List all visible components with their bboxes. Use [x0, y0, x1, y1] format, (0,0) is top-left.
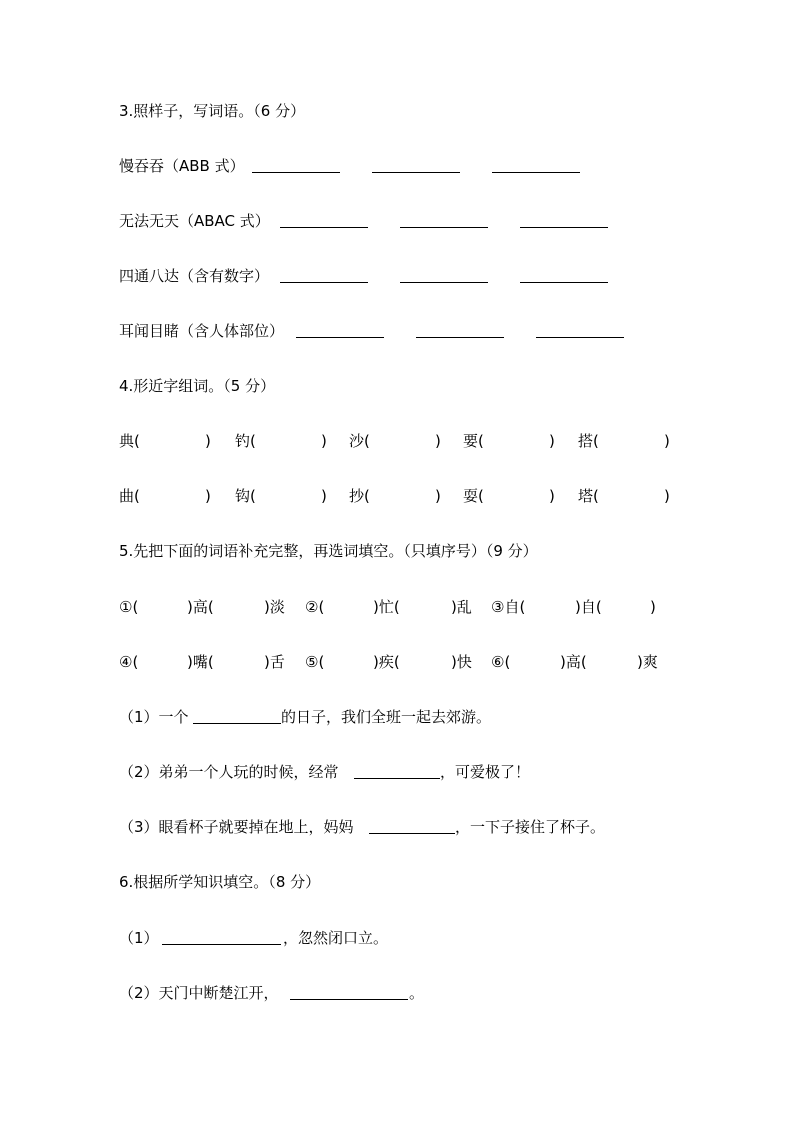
q4-row-2 [119, 485, 679, 507]
char-group-close: ) [205, 487, 211, 505]
sentence-suffix: ，可爱极了！ [440, 763, 531, 781]
q3-row-1 [119, 155, 639, 177]
idiom-part: )乱 [451, 598, 472, 616]
idiom-part: ) [650, 598, 656, 616]
sentence-prefix: （2）弟弟一个人玩的时候，经常 [119, 763, 339, 781]
char-group[interactable]: 典( [119, 432, 140, 450]
sentence-prefix: （3）眼看杯子就要掉在地上，妈妈 [119, 818, 354, 836]
q3-row-label: 慢吞吞（ABB 式） [119, 157, 245, 175]
answer-blank[interactable] [290, 999, 408, 1000]
q3-heading: 3.照样子，写词语。（6 分） [119, 102, 306, 120]
answer-blank[interactable] [252, 172, 340, 173]
q5-idiom-row-1 [119, 596, 679, 618]
answer-blank[interactable] [400, 282, 488, 283]
answer-blank[interactable] [280, 282, 368, 283]
q3-row-3 [119, 265, 639, 287]
answer-blank[interactable] [492, 172, 580, 173]
q3-row-2 [119, 210, 639, 232]
idiom-part[interactable]: ①( [119, 598, 139, 616]
idiom-part[interactable]: )高( [560, 653, 587, 671]
answer-blank[interactable] [280, 227, 368, 228]
q4-heading: 4.形近字组词。（5 分） [119, 377, 276, 395]
char-group[interactable]: 钓( [235, 432, 256, 450]
answer-blank[interactable] [162, 944, 281, 945]
idiom-part[interactable]: )高( [187, 598, 214, 616]
idiom-part[interactable]: ⑤( [305, 653, 325, 671]
idiom-part: )淡 [264, 598, 285, 616]
char-group[interactable]: 抄( [349, 487, 370, 505]
char-group-close: ) [205, 432, 211, 450]
answer-blank[interactable] [520, 282, 608, 283]
char-group-close: ) [549, 487, 555, 505]
char-group-close: ) [435, 432, 441, 450]
q3-row-label: 无法无天（ABAC 式） [119, 212, 270, 230]
answer-blank[interactable] [193, 723, 281, 724]
sentence-prefix: （1） [119, 929, 159, 947]
answer-blank[interactable] [520, 227, 608, 228]
q5-idiom-row-2 [119, 651, 679, 673]
idiom-part[interactable]: )疾( [373, 653, 400, 671]
q3-row-4 [119, 320, 639, 342]
answer-blank[interactable] [416, 337, 504, 338]
answer-blank[interactable] [536, 337, 624, 338]
char-group[interactable]: 耍( [463, 487, 484, 505]
answer-blank[interactable] [296, 337, 384, 338]
q6-sentence-1 [119, 927, 679, 949]
char-group[interactable]: 钩( [235, 487, 256, 505]
sentence-suffix: 。 [409, 984, 425, 1002]
idiom-part[interactable]: ③自( [491, 598, 526, 616]
idiom-part[interactable]: ④( [119, 653, 139, 671]
char-group[interactable]: 搭( [578, 432, 599, 450]
q6-heading: 6.根据所学知识填空。（8 分） [119, 873, 321, 891]
q5-heading: 5.先把下面的词语补充完整，再选词填空。（只填序号）（9 分） [119, 542, 538, 560]
idiom-part: )舌 [264, 653, 285, 671]
q3-row-label: 四通八达（含有数字） [119, 267, 270, 285]
sentence-suffix: ，一下子接住了杯子。 [455, 818, 606, 836]
sentence-suffix: ，忽然闭口立。 [283, 929, 389, 947]
answer-blank[interactable] [400, 227, 488, 228]
sentence-prefix: （2）天门中断楚江开， [119, 984, 279, 1002]
char-group[interactable]: 曲( [119, 487, 140, 505]
idiom-part: )爽 [637, 653, 658, 671]
char-group-close: ) [664, 432, 670, 450]
idiom-part[interactable]: )自( [575, 598, 602, 616]
char-group-close: ) [664, 487, 670, 505]
q5-sentence-3 [119, 816, 679, 838]
idiom-part[interactable]: ②( [305, 598, 325, 616]
answer-blank[interactable] [354, 778, 440, 779]
char-group-close: ) [321, 487, 327, 505]
sentence-prefix: （1）一个 [119, 708, 189, 726]
q4-row-1 [119, 430, 679, 452]
char-group[interactable]: 塔( [578, 487, 599, 505]
idiom-part[interactable]: )忙( [373, 598, 400, 616]
idiom-part[interactable]: ⑥( [491, 653, 511, 671]
q3-row-label: 耳闻目睹（含人体部位） [119, 322, 285, 340]
char-group-close: ) [549, 432, 555, 450]
char-group[interactable]: 沙( [349, 432, 370, 450]
char-group[interactable]: 要( [463, 432, 484, 450]
answer-blank[interactable] [372, 172, 460, 173]
q5-sentence-2 [119, 761, 679, 783]
idiom-part[interactable]: )嘴( [187, 653, 214, 671]
answer-blank[interactable] [369, 833, 455, 834]
char-group-close: ) [321, 432, 327, 450]
q6-sentence-2 [119, 982, 679, 1004]
sentence-suffix: 的日子，我们全班一起去郊游。 [281, 708, 492, 726]
char-group-close: ) [435, 487, 441, 505]
idiom-part: )快 [451, 653, 472, 671]
q5-sentence-1 [119, 706, 679, 728]
